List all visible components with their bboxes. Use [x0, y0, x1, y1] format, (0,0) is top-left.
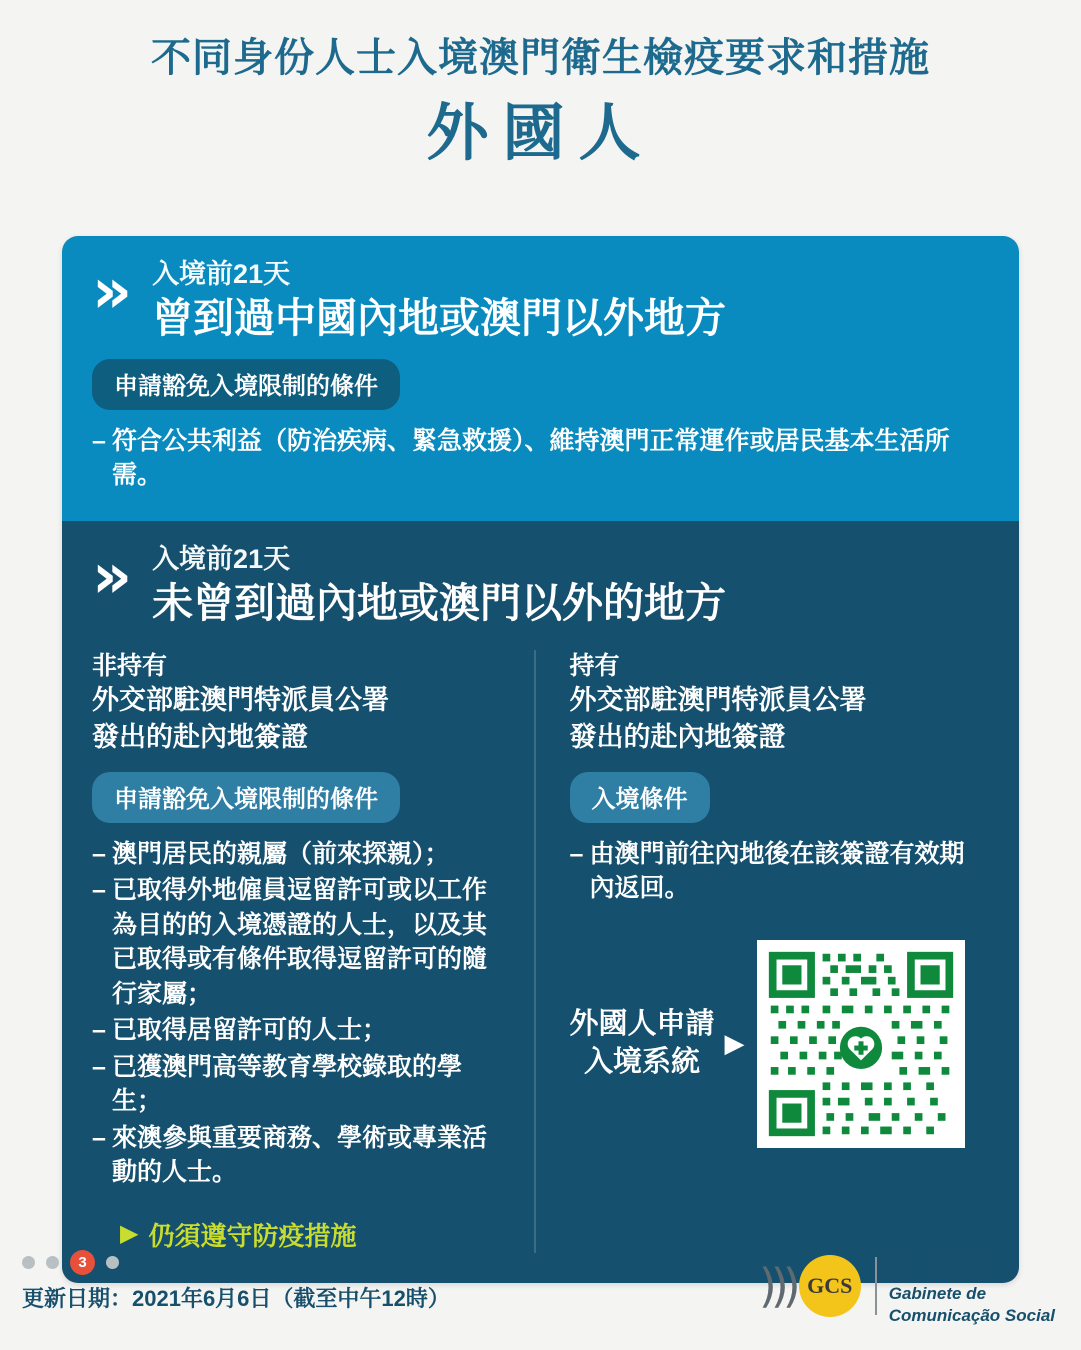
logo-letters: GCS: [807, 1273, 853, 1299]
list-item-text: 已取得居留許可的人士；: [112, 1016, 388, 1045]
dash-icon: –: [92, 426, 106, 455]
column-left-condition-pill: 申請豁免入境限制的條件: [92, 772, 400, 823]
logo-divider: [875, 1257, 877, 1315]
qr-caption-line2: 入境系統: [584, 1045, 701, 1078]
column-left-bullets: [92, 837, 512, 1190]
page-dot[interactable]: [22, 1256, 35, 1269]
section-b-heading: [92, 538, 989, 628]
logo-text: [889, 1246, 1055, 1327]
list-item-text: 由澳門前往內地後在該簽證有效期內返回。: [589, 839, 965, 903]
section-a-bullets: [92, 424, 989, 493]
page-subtitle: 外國人: [426, 99, 655, 168]
list-item-text: 已獲澳門高等教育學校錄取的學生；: [112, 1052, 463, 1116]
column-left-label-small: 非持有: [92, 651, 168, 680]
dash-icon: –: [569, 839, 584, 868]
list-item-text: 已取得外地僱員逗留許可或以工作為目的的入境憑證的人士，以及其已取得或有條件取得逗留許可的隨行家屬；: [112, 876, 488, 1008]
column-right-bullets: [570, 837, 990, 906]
update-date: 更新日期：2021年6月6日（截至中午12時）: [22, 1286, 450, 1311]
page-dot[interactable]: [46, 1256, 59, 1269]
dash-icon: –: [92, 839, 106, 868]
column-left-note-text: 仍須遵守防疫措施: [148, 1220, 357, 1251]
chevron-double-right-icon: »: [92, 254, 119, 327]
logo-text-cn: 新·聞·局: [888, 1252, 991, 1280]
triangle-right-icon: ▶: [724, 1028, 745, 1059]
gcs-logo: [759, 1246, 1055, 1327]
list-item: [92, 1013, 512, 1048]
page-title: 不同身份人士入境澳門衛生檢疫要求和措施: [151, 36, 930, 80]
section-b-subhead: 入境前21天: [152, 543, 291, 574]
section-been-to-mainland: [62, 236, 1019, 521]
logo-text-pt-line1: Gabinete de: [888, 1284, 987, 1303]
section-a-subhead: 入境前21天: [152, 259, 291, 289]
list-item: [92, 1121, 512, 1190]
list-item: [92, 424, 989, 493]
list-item: [570, 837, 990, 906]
triangle-right-icon: ▶: [120, 1220, 139, 1248]
column-left-label-line2: 發出的赴內地簽證: [92, 722, 308, 752]
page-dot[interactable]: [106, 1256, 119, 1269]
section-a-heading: [92, 254, 989, 343]
sound-waves-icon: ))): [758, 1259, 795, 1314]
page-indicator: [22, 1250, 130, 1275]
list-item-text: 符合公共利益（防治疾病、緊急救援）、維持澳門正常運作或居民基本生活所需。: [112, 426, 950, 490]
dash-icon: –: [92, 1052, 106, 1081]
section-a-title: 曾到過中國內地或澳門以外地方: [152, 294, 727, 341]
section-a-condition-pill: 申請豁免入境限制的條件: [92, 359, 400, 410]
list-item: [92, 1050, 512, 1119]
column-right-label-small: 持有: [569, 651, 620, 680]
column-with-visa: [536, 650, 990, 1253]
column-right-label-line2: 發出的赴內地簽證: [569, 722, 786, 752]
column-right-label-line1: 外交部駐澳門特派員公署: [569, 685, 867, 716]
qr-code[interactable]: [757, 940, 965, 1148]
list-item: [92, 837, 512, 872]
page-footer: [0, 1234, 1081, 1350]
logo-text-pt-line2: Comunicação Social: [888, 1306, 1055, 1326]
section-b-title: 未曾到過內地或澳門以外的地方: [152, 579, 727, 626]
column-right-condition-pill: 入境條件: [570, 772, 710, 823]
dash-icon: –: [92, 1123, 106, 1152]
list-item-text: 來澳參與重要商務、學術或專業活動的人士。: [112, 1123, 488, 1187]
list-item: [92, 873, 512, 1011]
section-not-been-to-mainland: [62, 521, 1019, 1283]
qr-caption: [570, 1006, 715, 1081]
dash-icon: –: [92, 1016, 106, 1045]
content-card: [62, 236, 1019, 1283]
page-dot-active[interactable]: 3: [70, 1250, 95, 1275]
logo-mark: [799, 1255, 861, 1317]
page-header: [0, 0, 1081, 169]
qr-caption-line1: 外國人申請: [569, 1007, 715, 1040]
column-left-label-line1: 外交部駐澳門特派員公署: [92, 685, 389, 716]
list-item-text: 澳門居民的親屬（前來探親）；: [112, 839, 450, 868]
chevron-double-right-icon: »: [92, 538, 119, 612]
qr-application-block[interactable]: [570, 940, 990, 1148]
qr-code-image: [765, 948, 957, 1140]
section-b-columns: [92, 650, 989, 1253]
dash-icon: –: [92, 876, 106, 905]
column-without-visa: [92, 650, 536, 1253]
